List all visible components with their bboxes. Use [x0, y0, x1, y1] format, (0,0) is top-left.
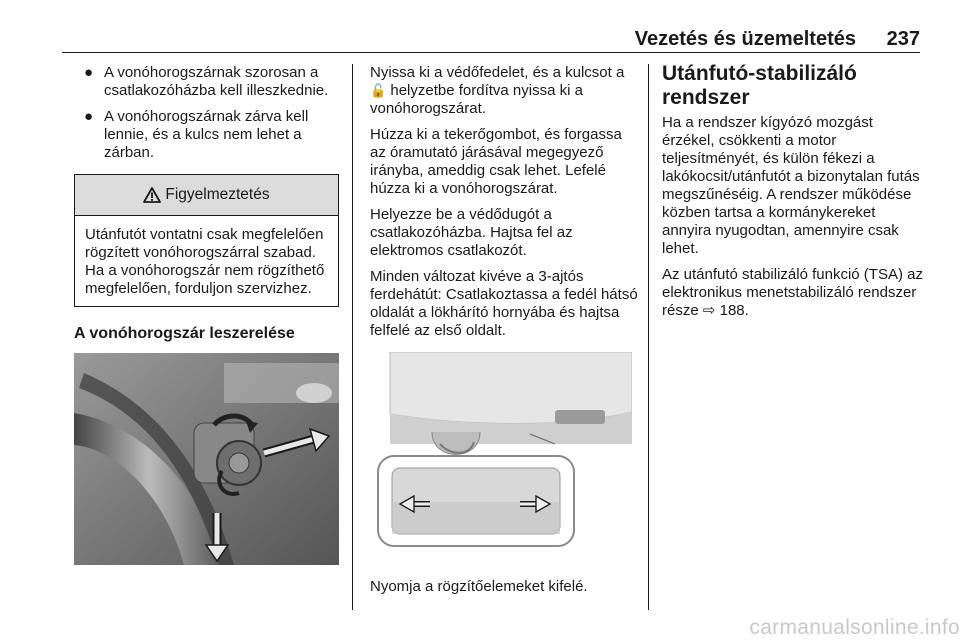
column-2 — [370, 64, 638, 596]
section-title: A vonóhorogszár leszerelése — [74, 325, 295, 342]
paragraph — [662, 266, 924, 320]
column-divider-2 — [648, 64, 649, 610]
bullet-text: A vonóhorogszárnak zárva kell lennie, és a kulcs nem lehet a zárban. — [104, 108, 309, 161]
bullet-item — [74, 64, 339, 100]
column-3 — [662, 64, 924, 328]
column-divider-1 — [352, 64, 353, 610]
paragraph: Helyezze be a védődugót a csatlakozóházba. Hajtsa fel az elektromos csatlakozót. — [370, 206, 573, 259]
bullet-dot: ● — [84, 108, 94, 125]
header-title: Vezetés és üzemeltetés — [634, 28, 856, 50]
bumper-cover-illustration — [370, 352, 632, 564]
warning-triangle-icon — [143, 187, 161, 203]
page-header — [62, 26, 920, 53]
warning-header — [75, 175, 338, 216]
warning-title: Figyelmeztetés — [165, 186, 270, 203]
warning-body: Utánfutót vontatni csak megfelelően rögzített vonóhorogszárral szabad. Ha a vonóhorogszár nem rögzíthető megfelelően, forduljon szervizhez. — [85, 226, 325, 297]
unlock-icon: 🔓 — [370, 83, 387, 98]
paragraph-text: Nyissa ki a védőfedelet, és a kulcsot a — [370, 64, 625, 81]
bullet-text: A vonóhorogszárnak szorosan a csatlakozóházba kell illeszkednie. — [104, 64, 329, 99]
paragraph: Minden változat kivéve a 3-ajtós ferdehátút: Csatlakoztassa a fedél hátsó oldalát a lökhárító hornyába és hajtsa felfelé az első oldalt. — [370, 268, 638, 339]
section-heading: Utánfutó-stabilizáló rendszer — [662, 62, 857, 109]
page-number: 237 — [886, 28, 920, 50]
figure-caption: Nyomja a rögzítőelemeket kifelé. — [370, 578, 588, 595]
paragraph: Húzza ki a tekerőgombot, és forgassa az óramutató járásával megegyező irányba, ameddig csak lehet. Lefelé húzza ki a vonóhorogszárat. — [370, 126, 622, 197]
paragraph-text: helyzetbe fordítva nyissa ki a vonóhorogszárat. — [370, 82, 583, 117]
watermark: carmanualsonline.info — [749, 616, 960, 639]
bullet-dot: ● — [84, 64, 94, 81]
column-1 — [74, 64, 339, 565]
page-reference[interactable]: 188. — [719, 302, 749, 319]
arrow-ref-icon: ⇨ — [702, 302, 716, 319]
paragraph-text: Az utánfutó stabilizáló funkció (TSA) az elektronikus menetstabilizáló rendszer része — [662, 266, 923, 319]
towbar-removal-illustration — [74, 353, 339, 565]
warning-box — [74, 174, 339, 307]
paragraph — [370, 64, 638, 118]
paragraph: Ha a rendszer kígyózó mozgást érzékel, csökkenti a motor teljesítményét, és külön fékezi a lakókocsit/utánfutót a bizonytalan futás megszűnéséig. A rendszer működése közben tartsa a kormánykereket annyira nyugodtan, amennyire csak lehet. — [662, 114, 920, 257]
bullet-item — [74, 108, 339, 162]
